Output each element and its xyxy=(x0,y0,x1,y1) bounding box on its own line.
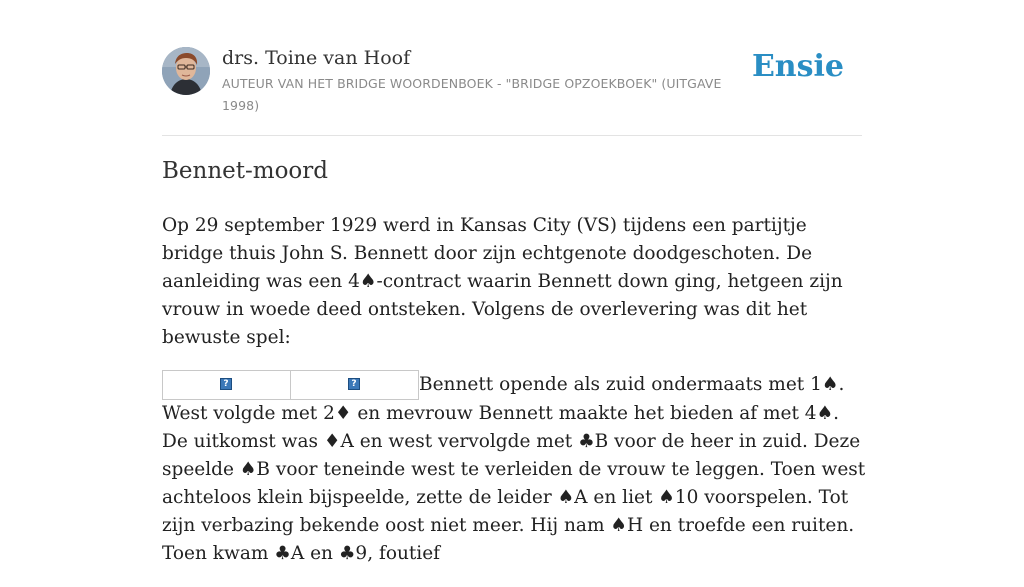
author-avatar[interactable] xyxy=(162,47,210,95)
author-description: AUTEUR VAN HET BRIDGE WOORDENBOEK - "BRIDGE OPZOEKBOEK" (UITGAVE 1998) xyxy=(222,76,722,113)
header-divider xyxy=(162,135,862,136)
card-diagram-image xyxy=(290,370,419,400)
card-diagram-images xyxy=(162,370,419,400)
article-header xyxy=(162,45,862,135)
author-name[interactable]: drs. Toine van Hoof xyxy=(222,47,411,69)
article-paragraph: Op 29 september 1929 werd in Kansas City (VS) tijdens een partijtje bridge thuis John S. Bennett door zijn echtgenote doodgeschoten. De aanleiding was een 4♠-contract waarin Bennett down ging, hetgeen zijn vrouw in woede deed ontsteken. Volgens de overlevering was dit het bewuste spel: xyxy=(162,215,843,348)
article-title: Bennet-moord xyxy=(162,158,328,184)
broken-image-icon: ? xyxy=(348,378,360,390)
author-photo xyxy=(162,47,210,95)
card-diagram-image xyxy=(162,370,291,400)
article-paragraph xyxy=(162,371,867,568)
article-paragraph-text: Bennett opende als zuid ondermaats met 1♠. West volgde met 2♦ en mevrouw Bennett maakte het bieden af met 4♠. De uitkomst was ♦A en west vervolgde met ♣B voor de heer in zuid. Deze speelde ♠B voor teneinde west te verleiden de vrouw te leggen. Toen west achteloos klein bijspeelde, zette de leider ♠A en liet ♠10 voorspelen. Tot zijn verbazing bekende oost niet meer. Hij nam ♠H en troefde een ruiten. Toen kwam ♣A en ♣9, foutief xyxy=(162,374,866,564)
article-body xyxy=(162,212,867,587)
brand-logo[interactable]: Ensie xyxy=(751,49,844,84)
broken-image-icon: ? xyxy=(220,378,232,390)
